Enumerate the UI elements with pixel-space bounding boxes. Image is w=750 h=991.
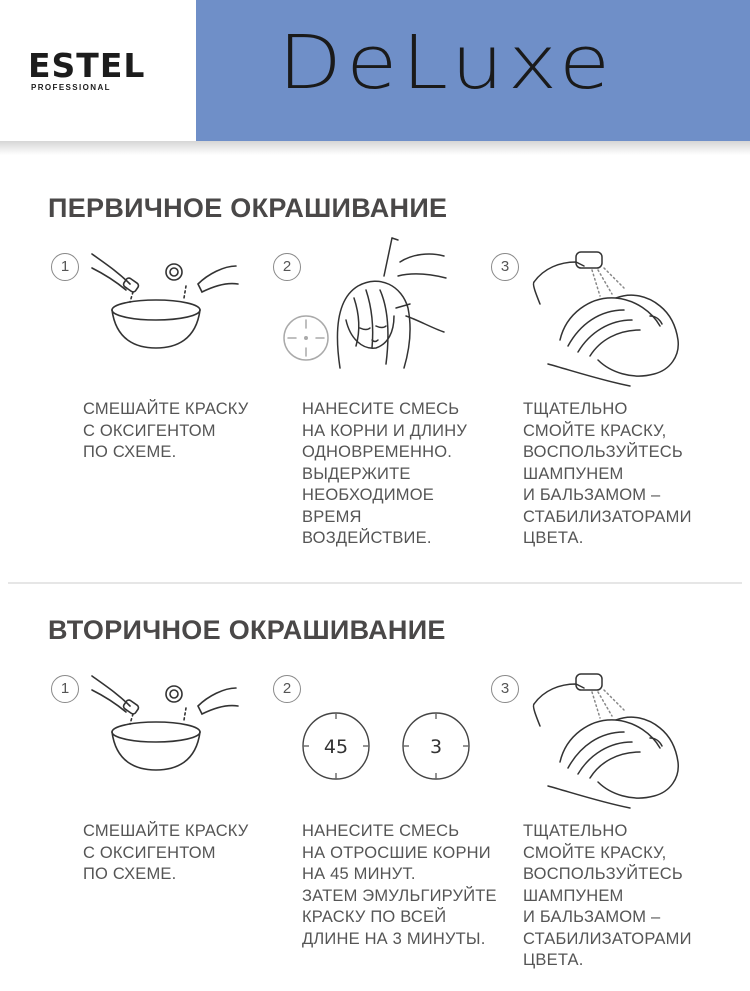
section-divider [8,582,742,584]
step-text: НАНЕСИТЕ СМЕСЬ НА ОТРОСШИЕ КОРНИ НА 45 МИНУТ. ЗАТЕМ ЭМУЛЬГИРУЙТЕ КРАСКУ ПО ВСЕЙ ДЛИНЕ НА 3 МИНУТЫ. [302,822,497,948]
step-number: 1 [51,253,79,281]
brand-name: ESTEL [28,46,146,85]
mixing-bowl-icon [86,670,246,780]
rinse-hair-icon [520,662,695,812]
timer-minutes: 3 [429,736,443,758]
apply-brush-icon [280,228,450,378]
step-number: 3 [491,253,519,281]
header-shadow [0,141,750,155]
step-text: ТЩАТЕЛЬНО СМОЙТЕ КРАСКУ, ВОСПОЛЬЗУЙТЕСЬ ШАМПУНЕМ И БАЛЬЗАМОМ – СТАБИЛИЗАТОРАМИ ЦВЕТА. [523,822,692,969]
step-text: СМЕШАЙТЕ КРАСКУ С ОКСИГЕНТОМ ПО СХЕМЕ. [83,822,249,883]
step-text: ТЩАТЕЛЬНО СМОЙТЕ КРАСКУ, ВОСПОЛЬЗУЙТЕСЬ ШАМПУНЕМ И БАЛЬЗАМОМ – СТАБИЛИЗАТОРАМИ ЦВЕТА. [523,400,692,547]
step-number: 2 [273,253,301,281]
step-text: НАНЕСИТЕ СМЕСЬ НА КОРНИ И ДЛИНУ ОДНОВРЕМЕННО. ВЫДЕРЖИТЕ НЕОБХОДИМОЕ ВРЕМЯ ВОЗДЕЙСТВИЕ. [302,400,468,547]
rinse-hair-icon [520,240,695,390]
timer-minutes: 45 [323,736,349,758]
mixing-bowl-icon [86,248,246,358]
product-banner [196,0,750,141]
header [0,0,750,141]
step-number: 3 [491,675,519,703]
section-title-primary: ПЕРВИЧНОЕ ОКРАШИВАНИЕ [48,193,448,223]
step-number: 1 [51,675,79,703]
product-name: DeLuxe [278,20,615,106]
brand-logo [0,0,196,141]
timer-icon [300,710,480,782]
section-title-secondary: ВТОРИЧНОЕ ОКРАШИВАНИЕ [48,615,446,645]
step-text: СМЕШАЙТЕ КРАСКУ С ОКСИГЕНТОМ ПО СХЕМЕ. [83,400,249,461]
brand-subtitle: PROFESSIONAL [31,83,111,92]
step-number: 2 [273,675,301,703]
